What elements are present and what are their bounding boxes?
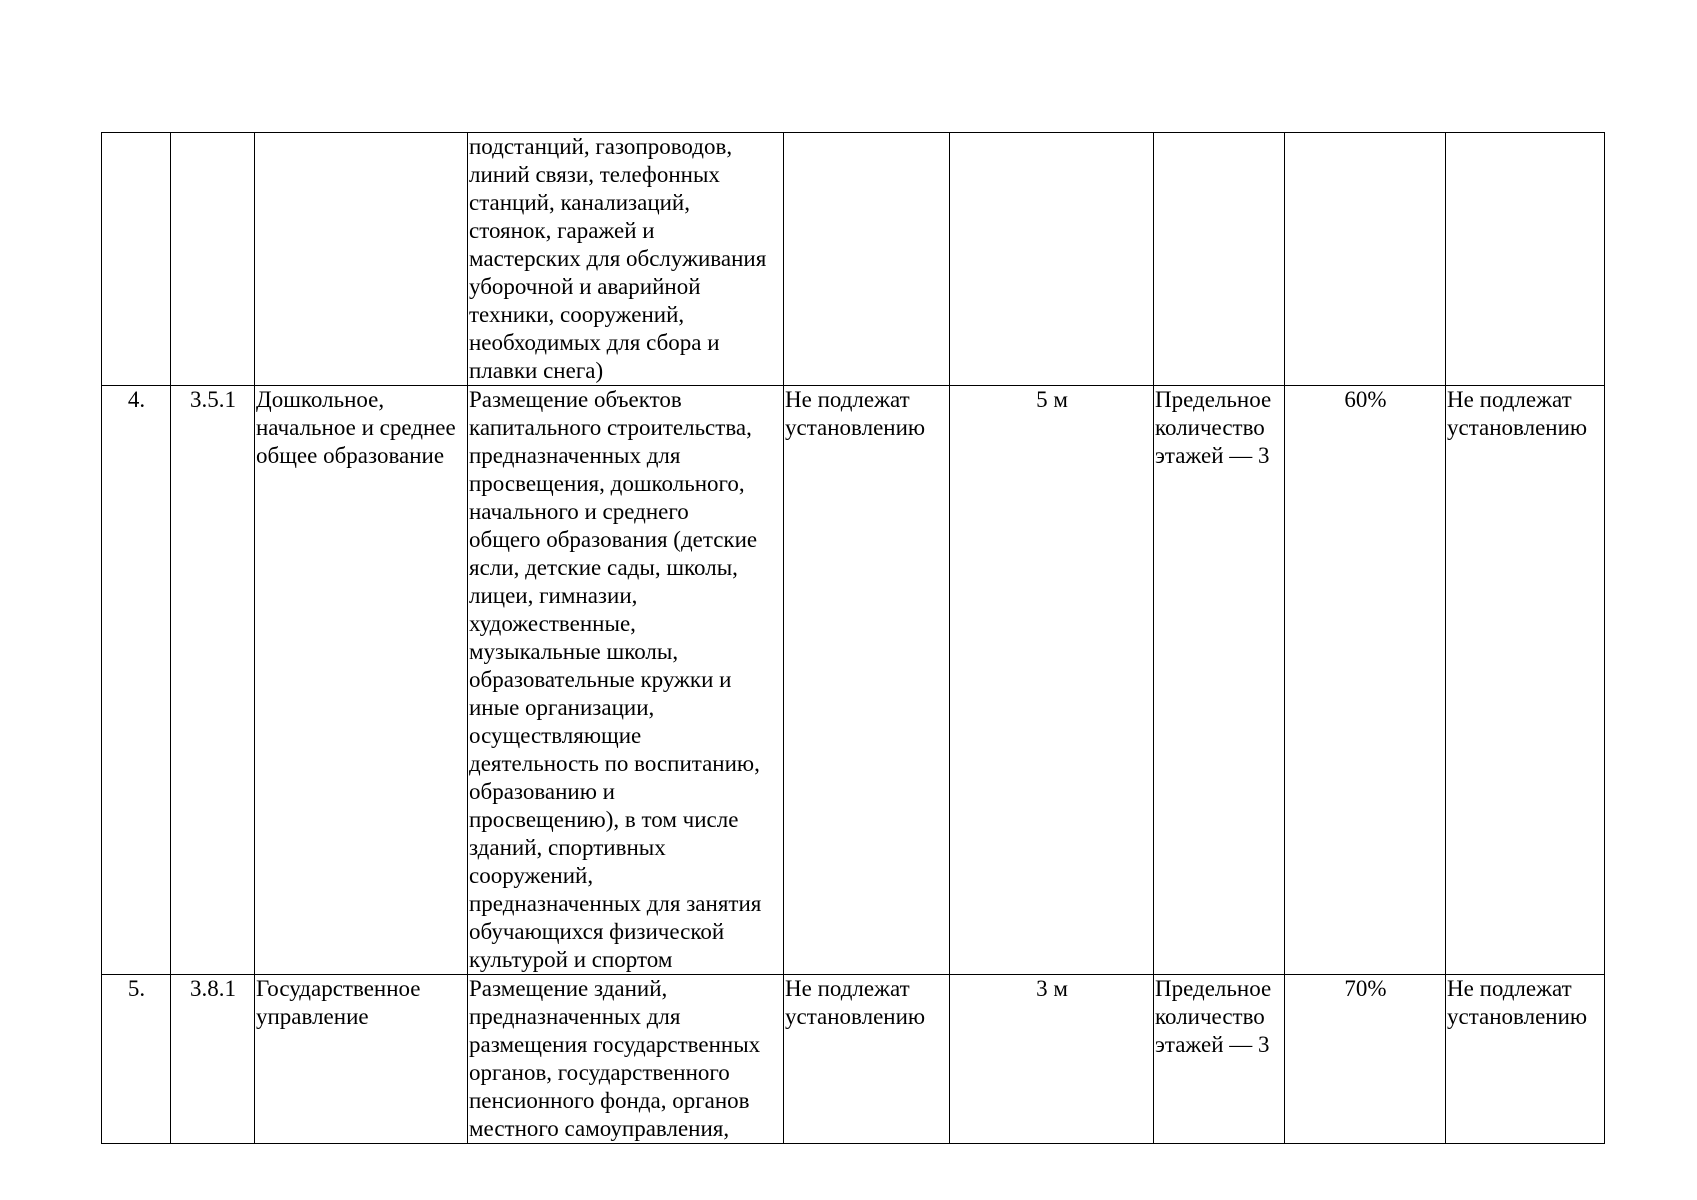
cell-code: 3.5.1 <box>171 386 255 975</box>
cell-name: Дошкольное, начальное и среднее общее образование <box>255 386 468 975</box>
cell-number <box>102 133 171 386</box>
cell-code <box>171 133 255 386</box>
cell-col6 <box>950 133 1154 386</box>
cell-description: Размещение объектов капитального строительства, предназначенных для просвещения, дошкольного, начального и среднего общего образования (детские ясли, детские сады, школы, лицеи, гимназии, художественные, музыкальные школы, образовательные кружки и иные организации, осуществляющие деятельность по воспитанию, образованию и просвещению), в том числе зданий, спортивных сооружений, предназначенных для занятия обучающихся физической культурой и спортом <box>468 386 784 975</box>
cell-description: подстанций, газопроводов, линий связи, телефонных станций, канализаций, стоянок, гаражей и мастерских для обслуживания уборочной и аварийной техники, сооружений, необходимых для сбора и плавки снега) <box>468 133 784 386</box>
zoning-table <box>101 132 1605 1144</box>
table-row <box>102 133 1605 386</box>
cell-col6: 3 м <box>950 975 1154 1144</box>
cell-col7: Предельное количество этажей — 3 <box>1154 386 1285 975</box>
cell-name <box>255 133 468 386</box>
table-row <box>102 386 1605 975</box>
cell-col7: Предельное количество этажей — 3 <box>1154 975 1285 1144</box>
cell-code: 3.8.1 <box>171 975 255 1144</box>
cell-description: Размещение зданий, предназначенных для размещения государственных органов, государственного пенсионного фонда, органов местного самоуправления, <box>468 975 784 1144</box>
cell-col7 <box>1154 133 1285 386</box>
cell-number: 4. <box>102 386 171 975</box>
table-row <box>102 975 1605 1144</box>
cell-col9: Не подлежат установлению <box>1446 975 1605 1144</box>
cell-col9 <box>1446 133 1605 386</box>
cell-col6: 5 м <box>950 386 1154 975</box>
cell-col8 <box>1285 133 1446 386</box>
cell-col5 <box>784 133 950 386</box>
cell-col5: Не подлежат установлению <box>784 975 950 1144</box>
cell-col5: Не подлежат установлению <box>784 386 950 975</box>
cell-name: Государственное управление <box>255 975 468 1144</box>
cell-col8: 70% <box>1285 975 1446 1144</box>
cell-number: 5. <box>102 975 171 1144</box>
cell-col9: Не подлежат установлению <box>1446 386 1605 975</box>
cell-col8: 60% <box>1285 386 1446 975</box>
